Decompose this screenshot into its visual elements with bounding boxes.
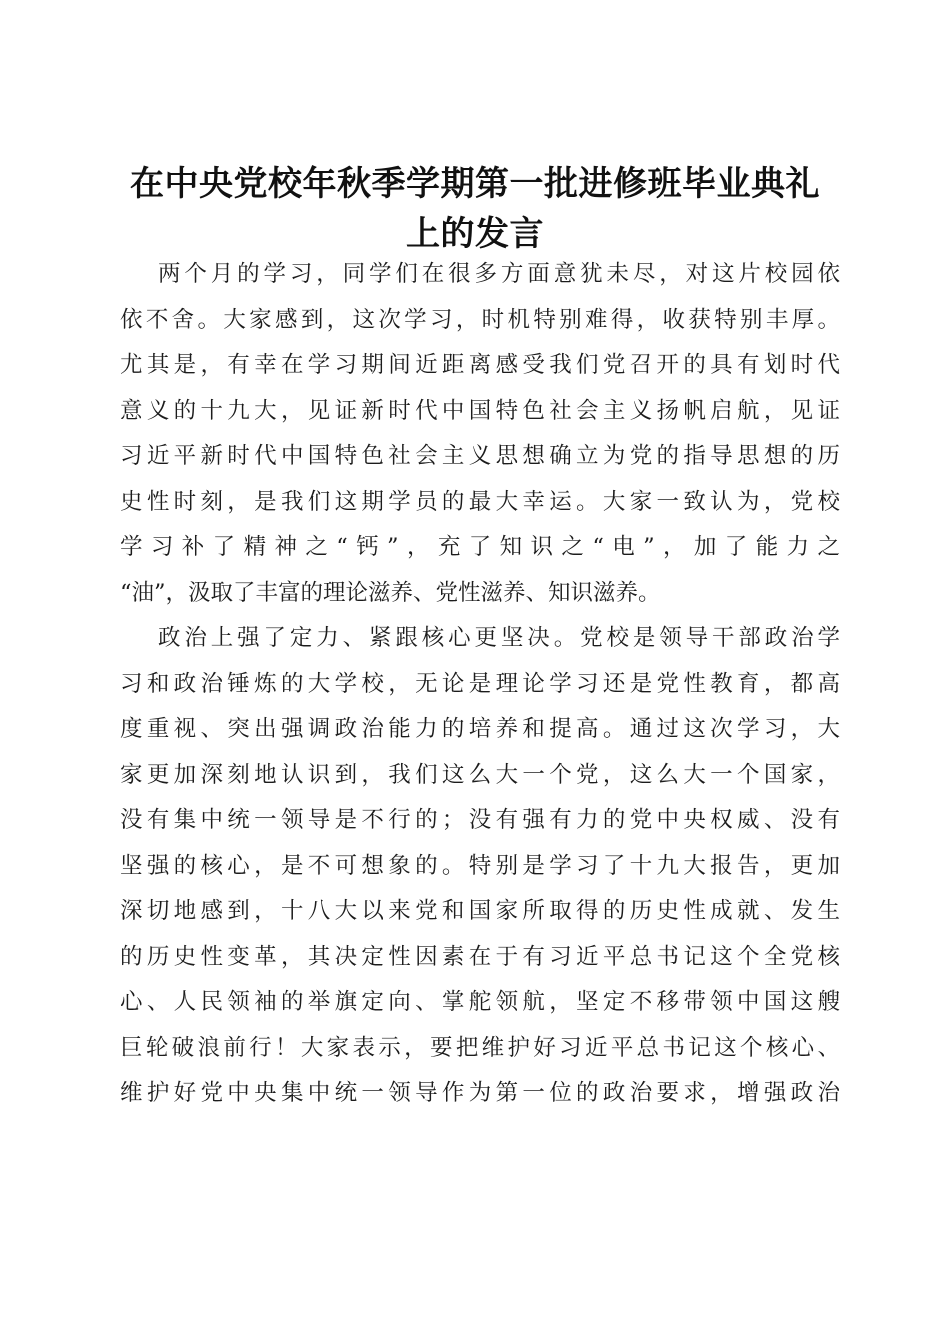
text-line: 依不舍。大家感到，这次学习，时机特别难得，收获特别丰厚。 <box>120 306 840 333</box>
text-line: 习和政治锤炼的大学校，无论是理论学习还是党性教育，都高 <box>120 670 840 697</box>
title-line: 上的发言 <box>406 213 544 254</box>
title-line: 在中央党校年秋季学期第一批进修班毕业典礼 <box>130 163 820 204</box>
document-body <box>120 252 840 1117</box>
text-line: 度重视、突出强调政治能力的培养和提高。通过这次学习，大 <box>120 716 840 742</box>
text-line: 史性时刻，是我们这期学员的最大幸运。大家一致认为，党校 <box>120 488 840 515</box>
text-line: 巨轮破浪前行！大家表示，要把维护好习近平总书记这个核心、 <box>120 1034 840 1061</box>
text-line: 的历史性变革，其决定性因素在于有习近平总书记这个全党核 <box>120 943 840 970</box>
text-line: 家更加深刻地认识到，我们这么大一个党，这么大一个国家， <box>120 761 840 788</box>
text-line: 习近平新时代中国特色社会主义思想确立为党的指导思想的历 <box>120 443 840 469</box>
text-line: 政治上强了定力、紧跟核心更坚决。党校是领导干部政治学 <box>158 625 840 651</box>
document-title <box>110 159 840 259</box>
text-line: 坚强的核心，是不可想象的。特别是学习了十九大报告，更加 <box>120 852 840 879</box>
paragraph-2 <box>120 616 840 1117</box>
text-line: 维护好党中央集中统一领导作为第一位的政治要求，增强政治 <box>120 1080 840 1106</box>
text-line: 学习补了精神之“钙”，充了知识之“电”，加了能力之 <box>120 534 840 560</box>
text-line: 尤其是，有幸在学习期间近距离感受我们党召开的具有划时代 <box>120 352 840 378</box>
text-line: 两个月的学习，同学们在很多方面意犹未尽，对这片校园依 <box>158 261 840 287</box>
paragraph-1 <box>120 252 840 616</box>
text-line: “油”，汲取了丰富的理论滋养、党性滋养、知识滋养。 <box>120 579 661 606</box>
text-line: 没有集中统一领导是不行的；没有强有力的党中央权威、没有 <box>120 807 840 833</box>
text-line: 深切地感到，十八大以来党和国家所取得的历史性成就、发生 <box>120 898 840 924</box>
text-line: 意义的十九大，见证新时代中国特色社会主义扬帆启航，见证 <box>120 397 840 424</box>
text-line: 心、人民领袖的举旗定向、掌舵领航，坚定不移带领中国这艘 <box>120 989 840 1015</box>
